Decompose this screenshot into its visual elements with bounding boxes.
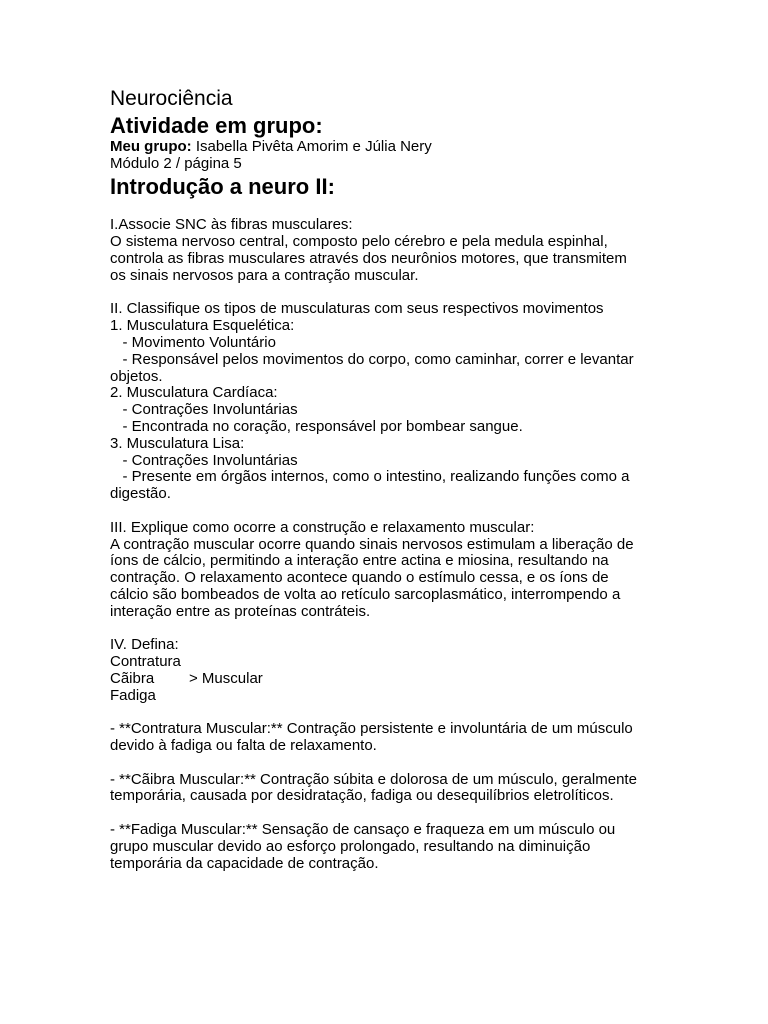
section2-line: - Movimento Voluntário bbox=[110, 333, 276, 351]
section1-answer-line: os sinais nervosos para a contração muscular. bbox=[110, 266, 419, 284]
section1-answer-line: controla as fibras musculares através dos neurônios motores, que transmitem bbox=[110, 249, 627, 267]
section1-answer-line: O sistema nervoso central, composto pelo cérebro e pela medula espinhal, bbox=[110, 233, 608, 251]
section4-question: IV. Defina: bbox=[110, 636, 179, 654]
spacer bbox=[110, 755, 670, 772]
section3-answer-line: íons de cálcio, permitindo a interação entre actina e miosina, resultando na bbox=[110, 552, 609, 570]
section2-line: objetos. bbox=[110, 367, 163, 385]
term-fadiga: Fadiga bbox=[110, 686, 156, 704]
definition-line: - **Fadiga Muscular:** Sensação de cansaço e fraqueza em um músculo ou bbox=[110, 821, 616, 839]
group-line bbox=[110, 139, 670, 156]
section2-line: - Encontrada no coração, responsável por bombear sangue. bbox=[110, 417, 523, 435]
section2-line: digestão. bbox=[110, 485, 171, 503]
definition-line: grupo muscular devido ao esforço prolongado, resultando na diminuição bbox=[110, 837, 591, 855]
subject-heading: Neurociência bbox=[110, 87, 233, 110]
section2-line: - Contrações Involuntárias bbox=[110, 401, 298, 419]
document-page bbox=[110, 86, 670, 872]
definition-line: - **Contratura Muscular:** Contração persistente e involuntária de um músculo bbox=[110, 720, 633, 738]
intro-heading: Introdução a neuro II: bbox=[110, 173, 335, 199]
spacer bbox=[110, 621, 670, 638]
section3-answer-line: interação entre as proteínas contráteis. bbox=[110, 602, 371, 620]
term-caibra: Cãibra bbox=[110, 669, 155, 687]
group-members: Isabella Pivêta Amorim e Júlia Nery bbox=[191, 138, 432, 155]
term-muscular: > Muscular bbox=[189, 669, 263, 687]
section2-line: 3. Musculatura Lisa: bbox=[110, 434, 245, 452]
definition-line: devido à fadiga ou falta de relaxamento. bbox=[110, 737, 377, 755]
definition-line: temporária da capacidade de contração. bbox=[110, 854, 379, 872]
section1-question: I.Associe SNC às fibras musculares: bbox=[110, 216, 353, 234]
section2-line: - Contrações Involuntárias bbox=[110, 451, 298, 469]
section2-line: 2. Musculatura Cardíaca: bbox=[110, 384, 278, 402]
term-contratura: Contratura bbox=[110, 653, 181, 671]
activity-heading: Atividade em grupo: bbox=[110, 113, 323, 138]
spacer bbox=[110, 805, 670, 822]
spacer bbox=[110, 201, 670, 218]
section3-question: III. Explique como ocorre a construção e relaxamento muscular: bbox=[110, 518, 535, 536]
spacer bbox=[110, 503, 670, 520]
section2-line: 1. Musculatura Esquelética: bbox=[110, 317, 295, 335]
module-line: Módulo 2 / página 5 bbox=[110, 154, 242, 172]
section2-line: - Presente em órgãos internos, como o intestino, realizando funções como a bbox=[110, 468, 630, 486]
group-label: Meu grupo: bbox=[110, 138, 192, 155]
definition-line: - **Cãibra Muscular:** Contração súbita e dolorosa de um músculo, geralmente bbox=[110, 770, 637, 788]
term-caibra-row bbox=[110, 671, 670, 688]
spacer bbox=[110, 285, 670, 302]
definition-line: temporária, causada por desidratação, fadiga ou desequilíbrios eletrolíticos. bbox=[110, 787, 614, 805]
section2-line: - Responsável pelos movimentos do corpo, como caminhar, correr e levantar bbox=[110, 350, 634, 368]
section3-answer-line: contração. O relaxamento acontece quando o estímulo cessa, e os íons de bbox=[110, 569, 609, 587]
section3-answer-line: A contração muscular ocorre quando sinais nervosos estimulam a liberação de bbox=[110, 535, 634, 553]
spacer bbox=[110, 705, 670, 722]
section3-answer-line: cálcio são bombeados de volta ao retículo sarcoplasmático, interrompendo a bbox=[110, 585, 621, 603]
section2-question: II. Classifique os tipos de musculaturas com seus respectivos movimentos bbox=[110, 300, 604, 318]
